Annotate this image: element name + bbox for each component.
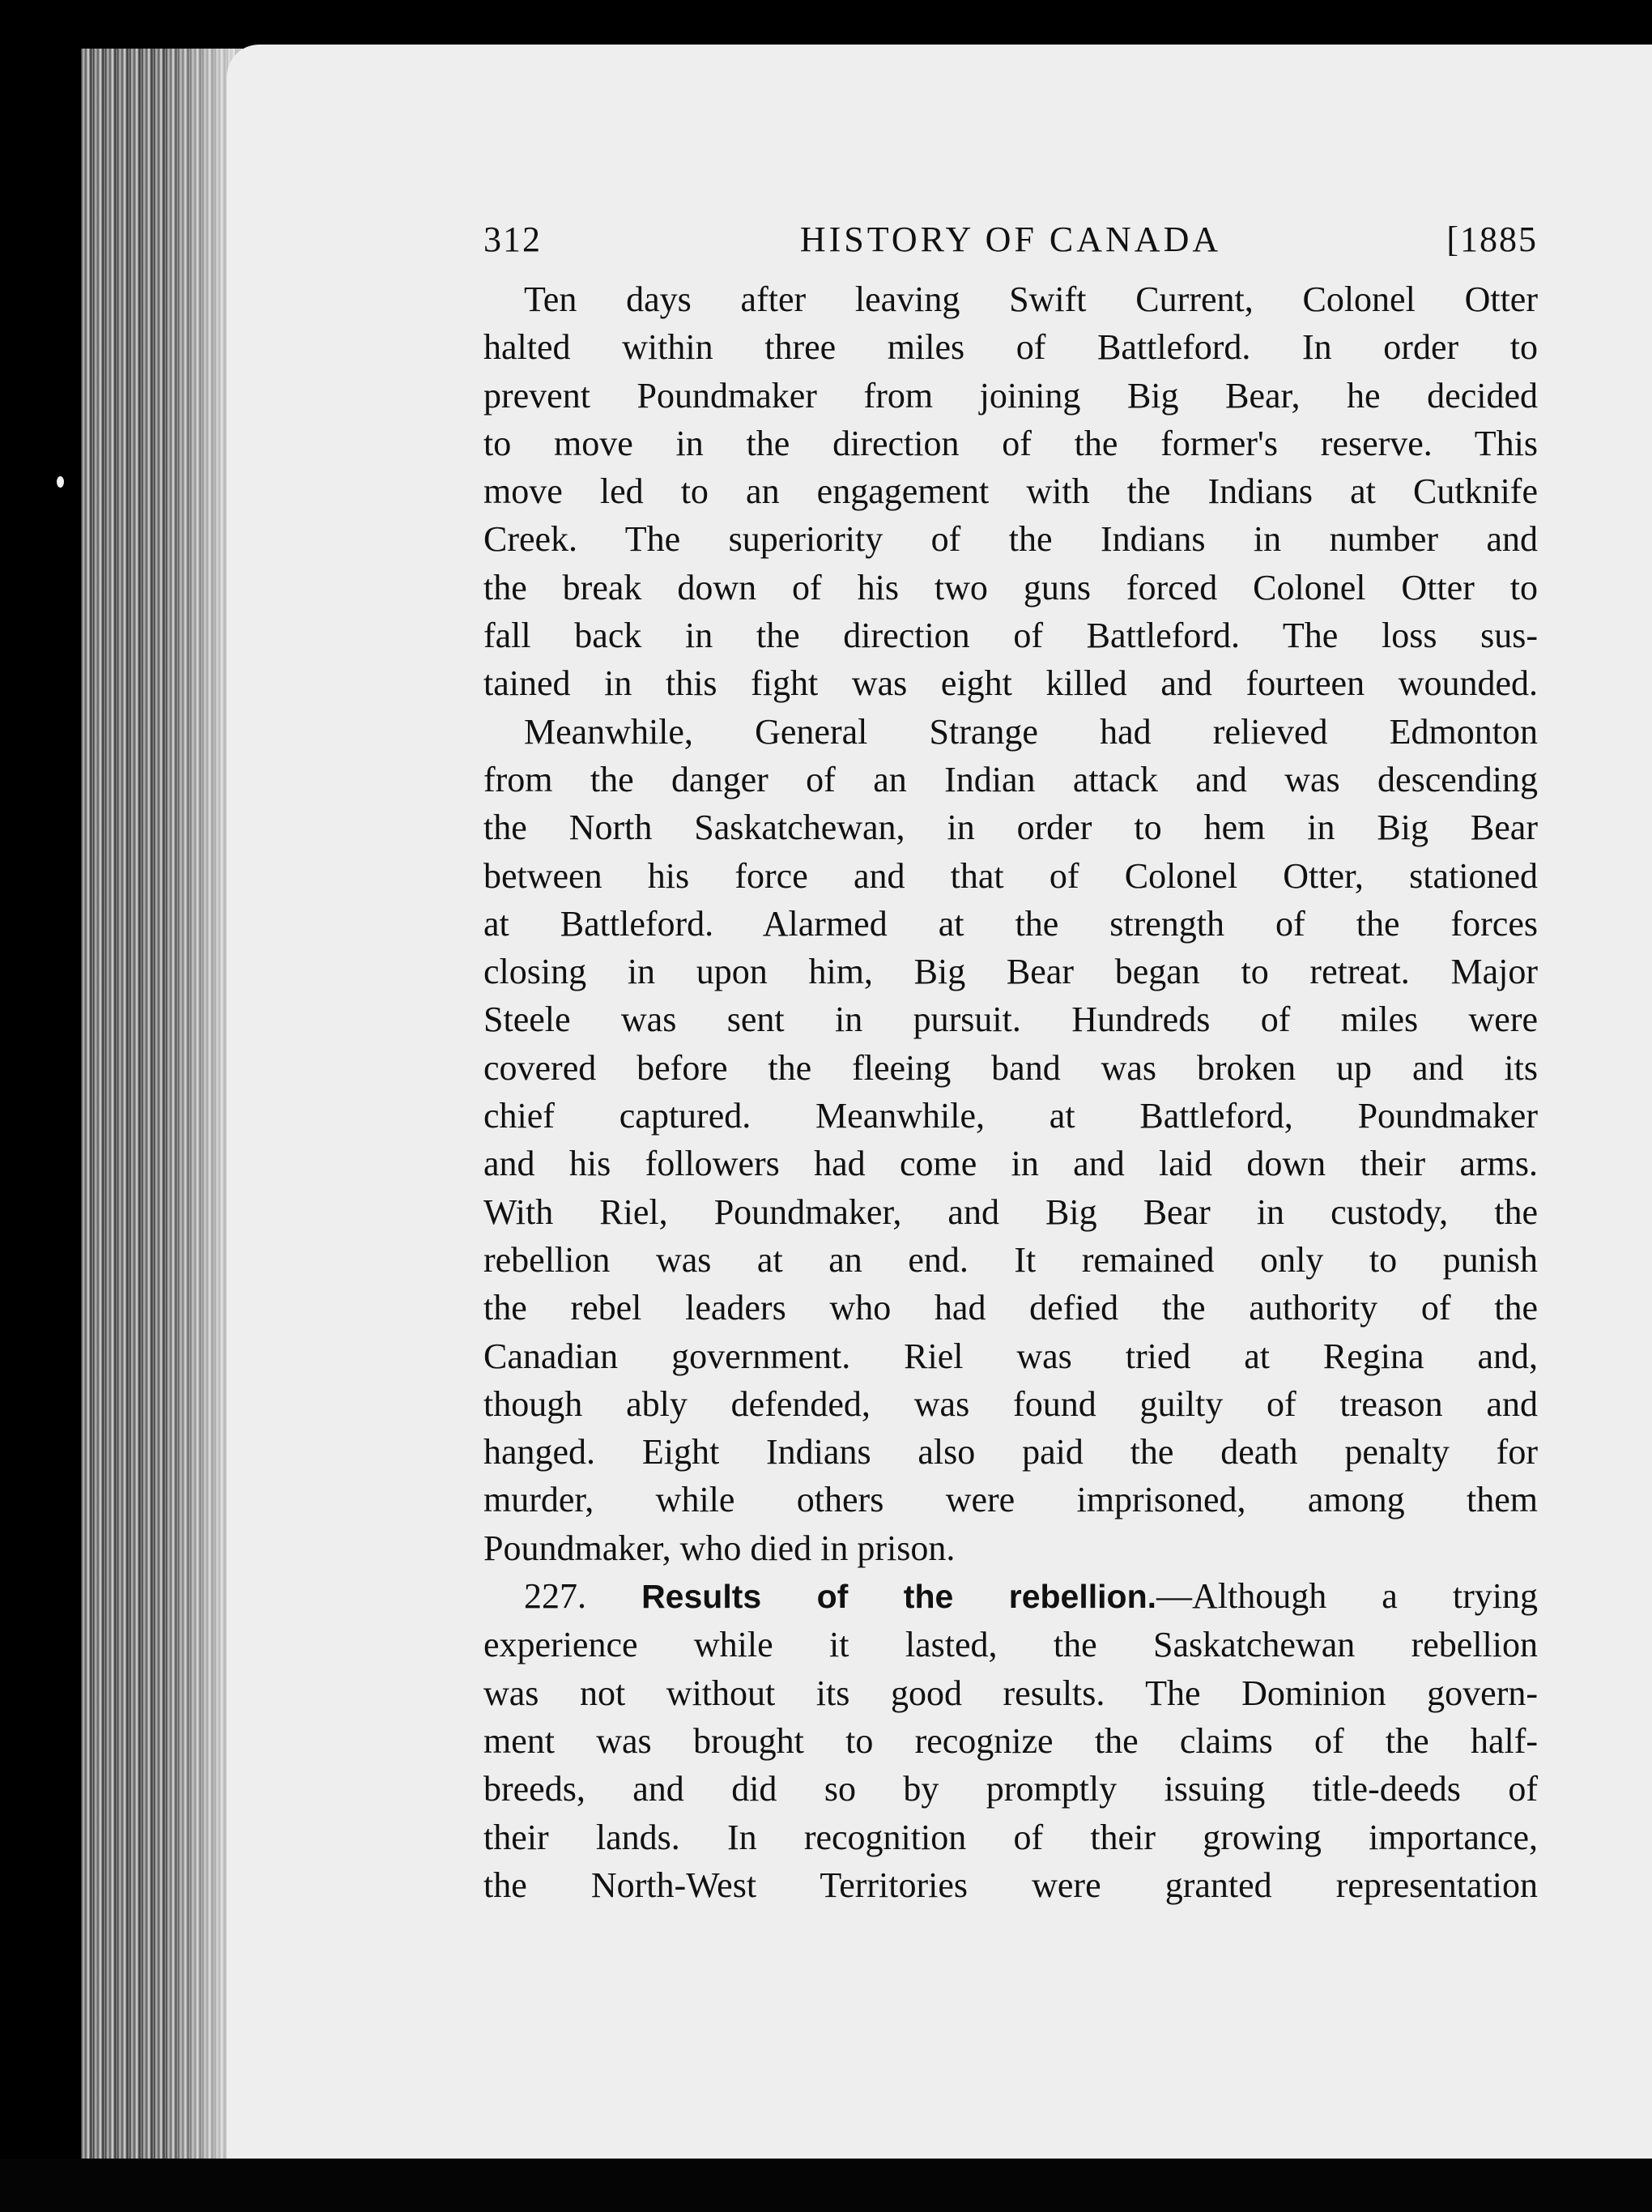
text-line: the break down of his two guns forced Colonel Otter to	[483, 567, 1538, 607]
text-line: ment was brought to recognize the claims of the half-	[483, 1720, 1538, 1761]
text-line: from the danger of an Indian attack and was descending	[483, 759, 1538, 799]
text-line: experience while it lasted, the Saskatchewan rebellion	[483, 1625, 1538, 1665]
section-number: 227.	[524, 1576, 586, 1617]
text-line: With Riel, Poundmaker, and Big Bear in custody, the	[483, 1191, 1538, 1232]
running-head	[483, 219, 1538, 275]
text-line: fall back in the direction of Battleford. The loss sus-	[483, 616, 1538, 656]
text-line: the North-West Territories were granted representation	[483, 1865, 1538, 1905]
section-first-line-rest: —Although a trying	[1156, 1576, 1539, 1617]
text-line: move led to an engagement with the Indians at Cutknife	[483, 471, 1538, 512]
page-number: 312	[483, 219, 542, 259]
text-line: was not without its good results. The Dominion govern-	[483, 1673, 1538, 1713]
text-line: rebellion was at an end. It remained only to punish	[483, 1239, 1538, 1280]
text-line: Steele was sent in pursuit. Hundreds of miles were	[483, 999, 1538, 1040]
text-line: hanged. Eight Indians also paid the death penalty for	[483, 1432, 1538, 1473]
text-line: though ably defended, was found guilty of treason and	[483, 1383, 1538, 1424]
text-line: at Battleford. Alarmed at the strength of the forces	[483, 903, 1538, 944]
text-line: closing in upon him, Big Bear began to retreat. Major	[483, 952, 1538, 992]
text-line: halted within three miles of Battleford. In order to	[483, 327, 1538, 368]
text-block	[483, 219, 1538, 1909]
text-line: Canadian government. Riel was tried at Regina and,	[483, 1336, 1538, 1376]
running-title: HISTORY OF CANADA	[799, 219, 1222, 259]
text-line: between his force and that of Colonel Otter, stationed	[483, 855, 1538, 896]
text-line: prevent Poundmaker from joining Big Bear, he decided	[483, 375, 1538, 416]
text-line: Ten days after leaving Swift Current, Colonel Otter	[524, 279, 1538, 319]
text-line: Meanwhile, General Strange had relieved Edmonton	[524, 711, 1538, 752]
paragraph-strange	[483, 708, 1538, 1572]
text-line: to move in the direction of the former's reserve. This	[483, 423, 1538, 463]
text-line: chief captured. Meanwhile, at Battleford, Poundmaker	[483, 1096, 1538, 1136]
text-line: and his followers had come in and laid down their arms.	[483, 1144, 1538, 1184]
section-title: Results of the rebellion.	[641, 1578, 1157, 1616]
scan-bottom-border	[0, 2159, 1652, 2212]
section-227	[483, 1572, 1538, 1909]
paragraph-otter	[483, 275, 1538, 708]
section-heading-line	[483, 1572, 1538, 1621]
text-line: their lands. In recognition of their growing importance,	[483, 1817, 1538, 1857]
text-line: tained in this fight was eight killed and fourteen wounded.	[483, 663, 1538, 704]
text-line: murder, while others were imprisoned, among them	[483, 1480, 1538, 1520]
scan-speck	[57, 476, 64, 488]
text-line: the North Saskatchewan, in order to hem in Big Bear	[483, 808, 1538, 848]
running-year: [1885	[1446, 219, 1538, 259]
text-line: the rebel leaders who had defied the authority of the	[483, 1288, 1538, 1328]
text-line: Creek. The superiority of the Indians in number and	[483, 519, 1538, 560]
text-line: breeds, and did so by promptly issuing title-deeds of	[483, 1769, 1538, 1809]
text-line: covered before the fleeing band was broken up and its	[483, 1047, 1538, 1088]
text-line: Poundmaker, who died in prison.	[483, 1528, 956, 1568]
